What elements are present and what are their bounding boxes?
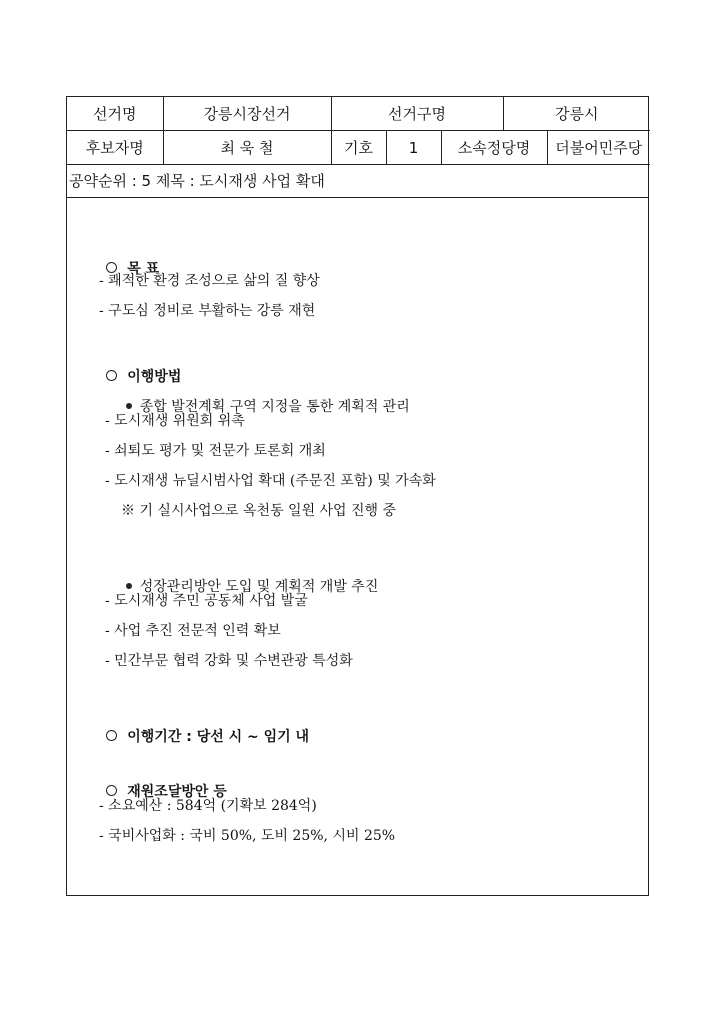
funding-item: - 국비사업화 : 국비 50%, 도비 25%, 시비 25% <box>99 828 396 844</box>
ballot-number-value: 1 <box>386 131 441 165</box>
party-value: 더불어민주당 <box>547 131 650 165</box>
ballot-number-label: 기호 <box>331 131 386 165</box>
election-name-label: 선거명 <box>67 97 163 131</box>
dot-bullet-icon <box>126 583 132 589</box>
method-item: - 민간부문 협력 강화 및 수변관광 특성화 <box>105 653 353 669</box>
period-heading: 이행기간 : 당선 시 ~ 임기 내 <box>77 710 309 762</box>
candidate-name-value: 최 욱 철 <box>163 131 331 165</box>
method-group-title: 성장관리방안 도입 및 계획적 개발 추진 <box>99 560 378 612</box>
pledge-title: 공약순위 : 5 제목 : 도시재생 사업 확대 <box>67 165 648 198</box>
election-name-value: 강릉시장선거 <box>163 97 331 131</box>
method-item: - 도시재생 뉴딜시범사업 확대 (주문진 포함) 및 가속화 <box>105 473 436 489</box>
party-label: 소속정당명 <box>441 131 547 165</box>
method-item: - 사업 추진 전문적 인력 확보 <box>105 623 281 639</box>
header-table <box>67 97 650 165</box>
pledge-document <box>66 96 649 896</box>
circle-bullet-icon <box>106 730 117 741</box>
method-group-title: 종합 발전계획 구역 지정을 통한 계획적 관리 <box>99 380 410 432</box>
candidate-name-label: 후보자명 <box>67 131 163 165</box>
method-heading: 이행방법 <box>77 350 181 402</box>
dot-bullet-icon <box>126 403 132 409</box>
goal-heading: 목 표 <box>77 242 159 294</box>
method-note: ※ 기 실시사업으로 옥천동 일원 사업 진행 중 <box>121 503 397 519</box>
method-item: - 쇠퇴도 평가 및 전문가 토론회 개최 <box>105 443 326 459</box>
method-item: - 도시재생 위원회 위촉 <box>105 413 245 429</box>
district-name-label: 선거구명 <box>331 97 503 131</box>
funding-heading: 재원조달방안 등 <box>77 765 227 817</box>
goal-item: - 쾌적한 환경 조성으로 삶의 질 향상 <box>99 273 320 289</box>
method-item: - 도시재생 주민 공동체 사업 발굴 <box>105 593 308 609</box>
goal-item: - 구도심 정비로 부활하는 강릉 재현 <box>99 303 316 319</box>
district-name-value: 강릉시 <box>503 97 650 131</box>
funding-item: - 소요예산 : 584억 (기확보 284억) <box>99 798 317 814</box>
